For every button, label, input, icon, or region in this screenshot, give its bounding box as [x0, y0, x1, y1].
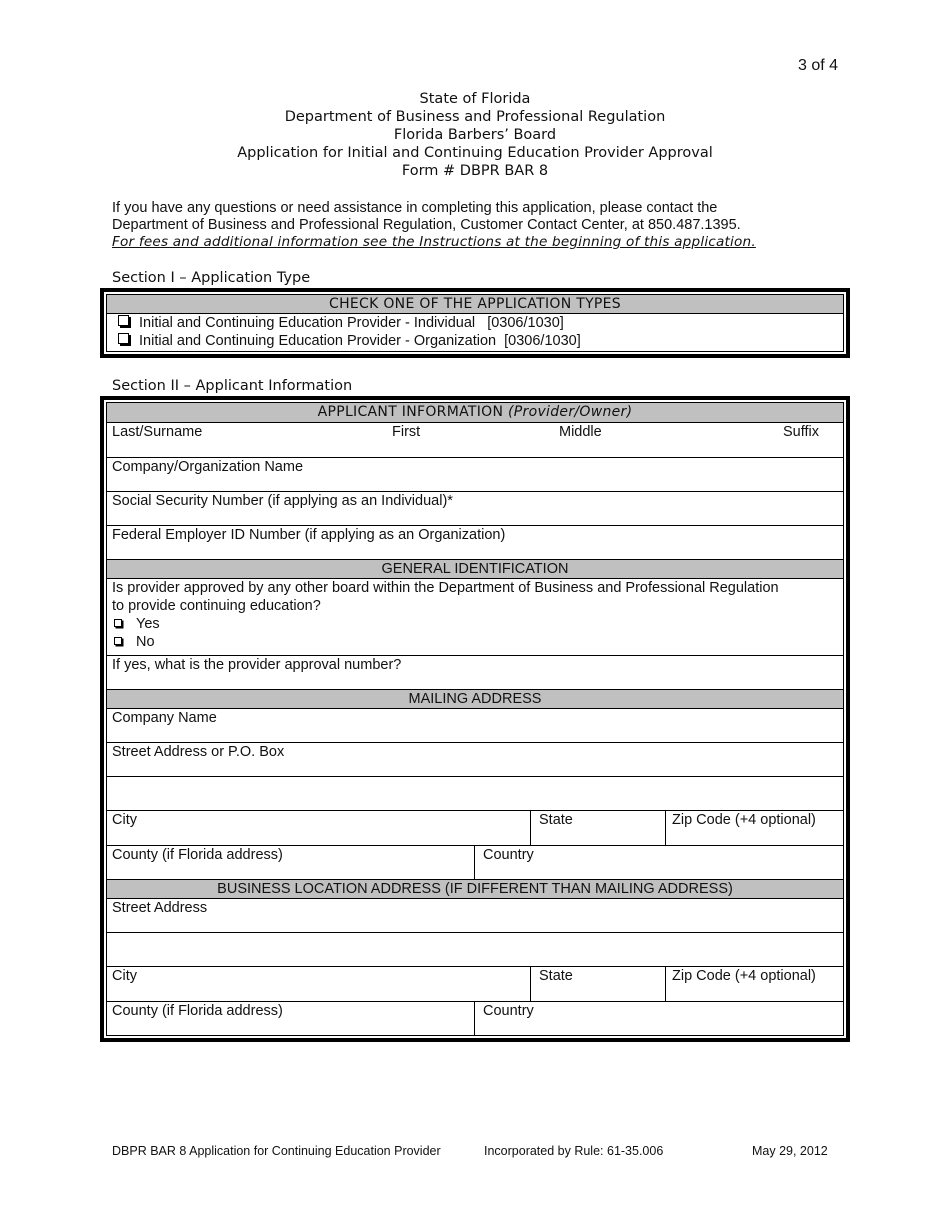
ssn-label: Social Security Number (if applying as an Individual)* [112, 493, 453, 509]
form-header [0, 90, 950, 180]
business-street-row[interactable] [107, 899, 843, 933]
mailing-zip-label: Zip Code (+4 optional) [672, 812, 816, 828]
section-1-box [100, 288, 850, 358]
company-org-row[interactable] [107, 458, 843, 492]
mailing-country-label: Country [483, 847, 534, 863]
footer-form-title: DBPR BAR 8 Application for Continuing Education Provider [112, 1144, 441, 1158]
option-organization-label: Initial and Continuing Education Provider - Organization [0306/1030] [139, 333, 581, 349]
mailing-state-label: State [534, 811, 666, 845]
checkbox-individual[interactable] [118, 315, 129, 326]
footer-date: May 29, 2012 [752, 1144, 828, 1158]
answer-no[interactable] [112, 633, 843, 651]
intro-line-2: Department of Business and Professional Regulation, Customer Contact Center, at 850.487.1395. [112, 217, 741, 233]
footer-rule: Incorporated by Rule: 61-35.006 [484, 1144, 664, 1158]
intro-text [112, 200, 832, 251]
mailing-street-label: Street Address or P.O. Box [112, 744, 285, 760]
ssn-row[interactable] [107, 492, 843, 526]
business-street-line-2[interactable] [107, 933, 843, 967]
option-individual[interactable] [118, 314, 843, 332]
mailing-street-line-2[interactable] [107, 777, 843, 811]
application-types-band: CHECK ONE OF THE APPLICATION TYPES [107, 295, 843, 314]
no-label: No [136, 634, 155, 650]
applicant-info-subtitle: (Provider/Owner) [508, 404, 633, 420]
checkbox-organization[interactable] [118, 333, 129, 344]
business-location-band: BUSINESS LOCATION ADDRESS (IF DIFFERENT THAN MAILING ADDRESS) [107, 880, 843, 899]
applicant-info-title: APPLICANT INFORMATION [317, 404, 504, 420]
approval-question-row [107, 579, 843, 656]
option-individual-label: Initial and Continuing Education Provider - Individual [0306/1030] [139, 315, 564, 331]
answer-yes[interactable] [112, 615, 843, 633]
middle-name-label: Middle [559, 424, 602, 440]
page-number: 3 of 4 [797, 57, 838, 74]
business-state-label: State [534, 967, 666, 1001]
mailing-county-row[interactable] [107, 846, 843, 880]
option-organization[interactable] [118, 332, 843, 350]
mailing-address-band: MAILING ADDRESS [107, 690, 843, 709]
checkbox-no[interactable] [114, 637, 122, 645]
approval-number-label: If yes, what is the provider approval number? [112, 657, 402, 673]
general-identification-band: GENERAL IDENTIFICATION [107, 560, 843, 579]
header-state: State of Florida [419, 91, 531, 107]
intro-line-1: If you have any questions or need assistance in completing this application, please contact the [112, 200, 718, 216]
company-name-label: Company Name [112, 710, 217, 726]
header-form-number: Form # DBPR BAR 8 [401, 163, 549, 179]
header-board: Florida Barbers’ Board [393, 127, 557, 143]
mailing-county-label: County (if Florida address) [107, 846, 475, 879]
first-name-label: First [392, 424, 421, 440]
mailing-city-label: City [107, 811, 531, 845]
fein-label: Federal Employer ID Number (if applying as an Organization) [112, 527, 506, 543]
header-title: Application for Initial and Continuing Education Provider Approval [237, 145, 713, 161]
suffix-label: Suffix [783, 424, 820, 440]
applicant-info-band [107, 403, 843, 423]
question-line-1: Is provider approved by any other board within the Department of Business and Professional Regulation [112, 580, 779, 596]
fein-row[interactable] [107, 526, 843, 560]
section-2-box [100, 396, 850, 1042]
business-zip-label: Zip Code (+4 optional) [672, 968, 816, 984]
last-name-label: Last/Surname [112, 424, 203, 440]
business-county-row[interactable] [107, 1002, 843, 1036]
company-name-row[interactable] [107, 709, 843, 743]
name-row[interactable] [107, 423, 843, 458]
business-city-row[interactable] [107, 967, 843, 1002]
yes-label: Yes [136, 616, 160, 632]
checkbox-yes[interactable] [114, 619, 122, 627]
company-org-label: Company/Organization Name [112, 459, 304, 475]
mailing-city-row[interactable] [107, 811, 843, 846]
intro-line-3: For fees and additional information see the Instructions at the beginning of this application. [112, 234, 756, 250]
section-1-label: Section I – Application Type [112, 270, 311, 286]
business-street-label: Street Address [112, 900, 208, 916]
mailing-street-row[interactable] [107, 743, 843, 777]
section-2-label: Section II – Applicant Information [112, 378, 353, 394]
question-line-2: to provide continuing education? [112, 598, 321, 614]
business-county-label: County (if Florida address) [107, 1002, 475, 1036]
approval-number-row[interactable] [107, 656, 843, 690]
business-city-label: City [107, 967, 531, 1001]
business-country-label: Country [483, 1003, 534, 1019]
header-department: Department of Business and Professional Regulation [284, 109, 666, 125]
